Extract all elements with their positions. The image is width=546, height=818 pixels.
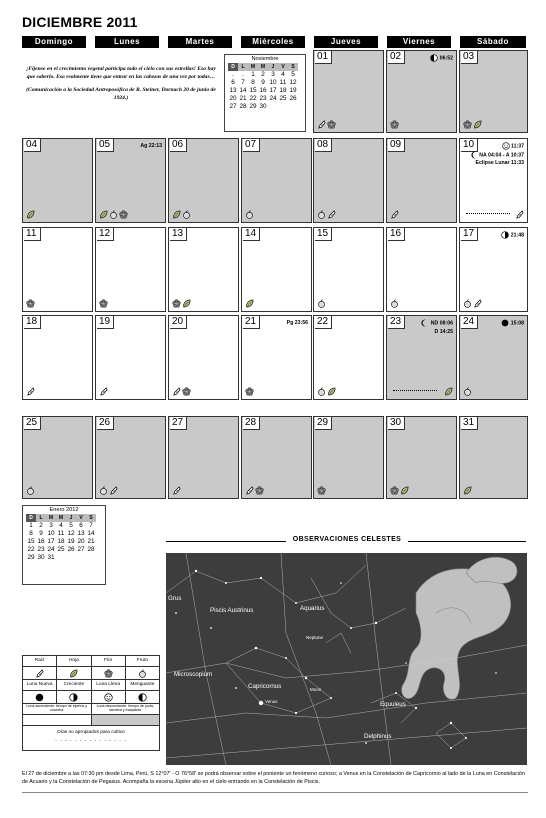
cell-icons (390, 299, 399, 308)
cell-icons (390, 210, 399, 219)
day-cell-30[interactable] (386, 416, 457, 499)
fruit-icon (390, 299, 399, 308)
flower-icon (104, 669, 113, 678)
cell-icons (463, 299, 482, 308)
day-cell-13[interactable] (168, 227, 239, 312)
legend-swatches (23, 715, 159, 726)
moon-phase-info: ND 08:06 D 14:25 (421, 319, 453, 336)
root-icon (35, 669, 44, 678)
moon-phase-info: 15:08 (501, 319, 524, 328)
day-cell-01[interactable] (313, 50, 384, 133)
leaf-icon (327, 387, 336, 396)
day-number: 25 (24, 417, 41, 430)
observations-header (166, 536, 526, 546)
cell-icons (390, 120, 399, 129)
cell-icons (172, 210, 191, 219)
legend-no-cultivo (23, 726, 159, 750)
day-cell-15[interactable] (313, 227, 384, 312)
legend-luna-llena: Luna Llena (92, 680, 126, 690)
weekday-lunes: Lunes (95, 36, 159, 48)
day-cell-11[interactable] (22, 227, 93, 312)
fruit-icon (109, 210, 118, 219)
cell-icons (317, 120, 336, 129)
weekday-martes: Martes (168, 36, 232, 48)
day-number: 24 (461, 316, 478, 329)
fruit-icon (317, 387, 326, 396)
planet-info: Pg 23:56 (286, 320, 308, 326)
flower-icon (255, 486, 264, 495)
legend-moon-icons (23, 691, 159, 704)
root-icon (327, 210, 336, 219)
day-number: 15 (315, 228, 332, 241)
cell-icons (463, 486, 472, 495)
cell-icons (26, 486, 35, 495)
mini-calendar-january (22, 505, 106, 585)
fruit-icon (317, 299, 326, 308)
page-title: DICIEMBRE 2011 (22, 14, 138, 30)
cell-icons (172, 387, 191, 396)
day-cell-21[interactable] (241, 315, 312, 400)
observations-title: OBSERVACIONES CELESTES (292, 536, 402, 543)
legend-hoja: Hoja (57, 656, 91, 666)
day-number: 17 (461, 228, 478, 241)
legend-moon-phases (23, 680, 159, 691)
quote-source: (Comunicación a la Sociedad Antroposófica de R. Steiner, Dornach 20 de junio de 1924.) (26, 87, 216, 101)
day-number: 27 (170, 417, 187, 430)
cell-icons (463, 120, 482, 129)
day-number: 29 (315, 417, 332, 430)
day-number: 11 (24, 228, 41, 241)
day-number: 21 (243, 316, 260, 329)
fruit-icon (317, 210, 326, 219)
flower-icon (327, 120, 336, 129)
day-cell-12[interactable] (95, 227, 166, 312)
cell-icons (444, 387, 453, 396)
new-moon-icon (35, 693, 44, 702)
root-icon (26, 387, 35, 396)
legend-no-cultivo-text: Días no apropiados para cultivo - - - - - - - - - - - - - - - (55, 730, 127, 744)
cell-icons (390, 486, 409, 495)
day-cell-31[interactable] (459, 416, 528, 499)
cell-icons (99, 210, 128, 219)
footer-note: El 27 de diciembre a las 07:30 pm desde Lima, Perú, S 12°07' - O 76°58' se podrá observar sobre el poniente un fenómeno curioso; a Venus en la Constelación de Capricornio al lado de la Luna en Constelación de Acuario y la Constelación de Pegasus. Acompaña la escena Júpiter alto en el cielo entrando en la Constelación de Piscis. (22, 771, 525, 785)
bottom-rule (22, 792, 528, 793)
weekday-viernes: Viernes (387, 36, 451, 48)
mini-calendar-november (224, 54, 306, 132)
label-delphinus: Delphinus (364, 733, 392, 740)
cell-icons (463, 387, 472, 396)
leaf-icon (26, 210, 35, 219)
legend-fruto: Fruto (136, 658, 148, 663)
day-cell-08[interactable] (313, 138, 384, 223)
moon-phase-info: 06:52 (430, 54, 453, 63)
weekday-domingo: Domingo (22, 36, 86, 48)
fruit-icon (138, 669, 147, 678)
moon-phase-info: 11:37 NA 04:04 - A 10:37 Eclipse Lunar 11:33 (471, 142, 524, 168)
day-cell-25[interactable] (22, 416, 93, 499)
full-moon-smile-icon (502, 142, 510, 150)
leaf-icon (245, 299, 254, 308)
label-microscopium: Microscopium (174, 671, 213, 678)
root-icon (473, 299, 482, 308)
day-cell-20[interactable] (168, 315, 239, 400)
root-icon (390, 210, 399, 219)
fruit-icon (463, 299, 472, 308)
label-equuleus: Equuleus (380, 701, 406, 708)
quote-text: ¡Fíjense en el crecimiento vegetal participa todo el cielo con sus estrellas! Eso hay que saberlo. Eso realmente tiene que entrar en las cabezas de una vez por todas… (26, 66, 216, 80)
day-number: 28 (243, 417, 260, 430)
day-number: 19 (97, 316, 114, 329)
not-for-cultivation-line (393, 390, 437, 391)
flower-icon (26, 299, 35, 308)
moon-phase-info: 21:48 (501, 231, 524, 240)
leaf-icon (463, 486, 472, 495)
cell-icons (26, 299, 35, 308)
legend-asc-desc (23, 704, 159, 715)
eclipse-note: Eclipse Lunar 11:33 (475, 160, 524, 167)
flower-icon (172, 299, 181, 308)
day-cell-22[interactable] (313, 315, 384, 400)
mini-calendar-grid: D L M M J V S 1 2 3 4 5 6 7 8 9 10 11 12 13 14 15 16 17 18 19 20 21 22 23 24 25 26 27 28 29 30 31 (27, 515, 95, 561)
flower-icon (119, 210, 128, 219)
legend-creciente: Creciente (57, 680, 91, 690)
weekday-miercoles: Miércoles (241, 36, 305, 48)
legend-flor: Flor (92, 656, 126, 666)
day-number: 14 (243, 228, 260, 241)
root-icon (172, 387, 181, 396)
label-neptune: Neptune (306, 635, 324, 640)
day-number: 09 (388, 139, 405, 152)
leaf-icon (444, 387, 453, 396)
leaf-icon (473, 120, 482, 129)
label-capricornus: Capricornus (248, 683, 282, 690)
leaf-icon (172, 210, 181, 219)
day-number: 04 (24, 139, 41, 152)
planet-info: Ag 22:13 (140, 143, 162, 149)
day-number: 02 (388, 51, 405, 64)
day-cell-17[interactable] (459, 227, 528, 312)
day-cell-04[interactable] (22, 138, 93, 223)
cell-icons (317, 486, 326, 495)
label-piscis-austrinus: Piscis Austrinus (210, 607, 254, 614)
legend-plant-types (23, 656, 159, 667)
legend-menguante: Menguante (130, 682, 155, 687)
divider (408, 541, 526, 542)
cell-icons (317, 210, 336, 219)
day-number: 07 (243, 139, 260, 152)
legend-descendente: Luna descendente: tiempo de poda, siembra y trasplante (96, 704, 154, 713)
cell-icons (245, 387, 254, 396)
day-cell-27[interactable] (168, 416, 239, 499)
legend-raiz: Raíz (23, 656, 57, 666)
fruit-icon (245, 210, 254, 219)
day-cell-29[interactable] (313, 416, 384, 499)
weekday-jueves: Jueves (314, 36, 378, 48)
root-icon (109, 486, 118, 495)
root-icon (245, 486, 254, 495)
not-for-cultivation-line (466, 213, 510, 214)
day-cell-28[interactable] (241, 416, 312, 499)
legend-ascendente: Luna ascendente: tiempo de injertos y cosecha (23, 704, 92, 714)
day-cell-09[interactable] (386, 138, 457, 223)
crescent-moon-icon (421, 319, 429, 327)
cell-icons (245, 299, 254, 308)
legend-plant-icons (23, 667, 159, 680)
cell-icons (99, 299, 108, 308)
new-moon-icon (501, 319, 509, 327)
day-number: 30 (388, 417, 405, 430)
day-cell-10[interactable] (459, 138, 528, 223)
label-venus: Venus (265, 699, 278, 704)
day-number: 03 (461, 51, 478, 64)
cell-icons (99, 486, 118, 495)
fruit-icon (463, 387, 472, 396)
last-quarter-moon-icon (501, 231, 509, 239)
leaf-icon (69, 669, 78, 678)
cell-icons (26, 210, 35, 219)
cell-icons (99, 387, 108, 396)
day-cell-02[interactable] (386, 50, 457, 133)
swatch-white (23, 715, 92, 725)
mini-calendar-title: Enero 2012 (49, 507, 79, 513)
label-aquarius: Aquarius (300, 605, 325, 612)
flower-icon (317, 486, 326, 495)
steiner-quote (24, 66, 218, 108)
leaf-icon (400, 486, 409, 495)
cell-icons (245, 210, 254, 219)
waxing-moon-icon (69, 693, 78, 702)
cell-icons (172, 486, 181, 495)
day-cell-03[interactable] (459, 50, 528, 133)
day-cell-14[interactable] (241, 227, 312, 312)
fruit-icon (26, 486, 35, 495)
mini-calendar-title: Noviembre (251, 56, 279, 62)
legend-table (22, 655, 160, 751)
flower-icon (390, 486, 399, 495)
day-number: 01 (315, 51, 332, 64)
day-cell-05[interactable] (95, 138, 166, 223)
day-number: 23 (388, 316, 405, 329)
day-number: 08 (315, 139, 332, 152)
day-cell-06[interactable] (168, 138, 239, 223)
cell-icons (317, 299, 326, 308)
label-moon: Moon (310, 687, 322, 692)
flower-icon (99, 299, 108, 308)
day-cell-19[interactable] (95, 315, 166, 400)
day-cell-24[interactable] (459, 315, 528, 400)
fruit-icon (99, 486, 108, 495)
day-number: 10 (461, 139, 478, 152)
day-cell-26[interactable] (95, 416, 166, 499)
flower-icon (463, 120, 472, 129)
day-number: 05 (97, 139, 114, 152)
sky-map (166, 553, 527, 765)
flower-icon (245, 387, 254, 396)
leaf-icon (182, 299, 191, 308)
weekday-sabado: Sábado (460, 36, 526, 48)
root-icon (99, 387, 108, 396)
first-quarter-moon-icon (430, 54, 438, 62)
root-icon (515, 210, 524, 219)
day-number: 06 (170, 139, 187, 152)
day-cell-18[interactable] (22, 315, 93, 400)
day-cell-16[interactable] (386, 227, 457, 312)
day-number: 13 (170, 228, 187, 241)
day-number: 18 (24, 316, 41, 329)
cell-icons (317, 387, 336, 396)
swatch-gray (92, 715, 160, 725)
cell-icons (172, 299, 191, 308)
day-number: 26 (97, 417, 114, 430)
flower-icon (182, 387, 191, 396)
fruit-icon (182, 210, 191, 219)
legend-luna-nueva: Luna Nueva (23, 680, 57, 690)
day-number: 16 (388, 228, 405, 241)
root-icon (317, 120, 326, 129)
waning-moon-icon (138, 693, 147, 702)
day-number: 20 (170, 316, 187, 329)
cell-icons (515, 210, 524, 219)
constellation-lines (166, 553, 527, 765)
day-number: 12 (97, 228, 114, 241)
day-cell-07[interactable] (241, 138, 312, 223)
cell-icons (245, 486, 264, 495)
flower-icon (390, 120, 399, 129)
full-moon-smile-icon (104, 693, 113, 702)
day-number: 22 (315, 316, 332, 329)
mini-calendar-grid: D L M M J V S . . 1 2 3 4 5 6 7 8 9 10 11 12 13 14 15 16 17 18 19 20 21 22 23 24 25 26 27 28 29 30 (229, 64, 297, 110)
label-grus: Grus (168, 595, 182, 602)
cell-icons (26, 387, 35, 396)
leaf-icon (99, 210, 108, 219)
day-cell-23[interactable] (386, 315, 457, 400)
divider (166, 541, 286, 542)
day-number: 31 (461, 417, 478, 430)
root-icon (172, 486, 181, 495)
